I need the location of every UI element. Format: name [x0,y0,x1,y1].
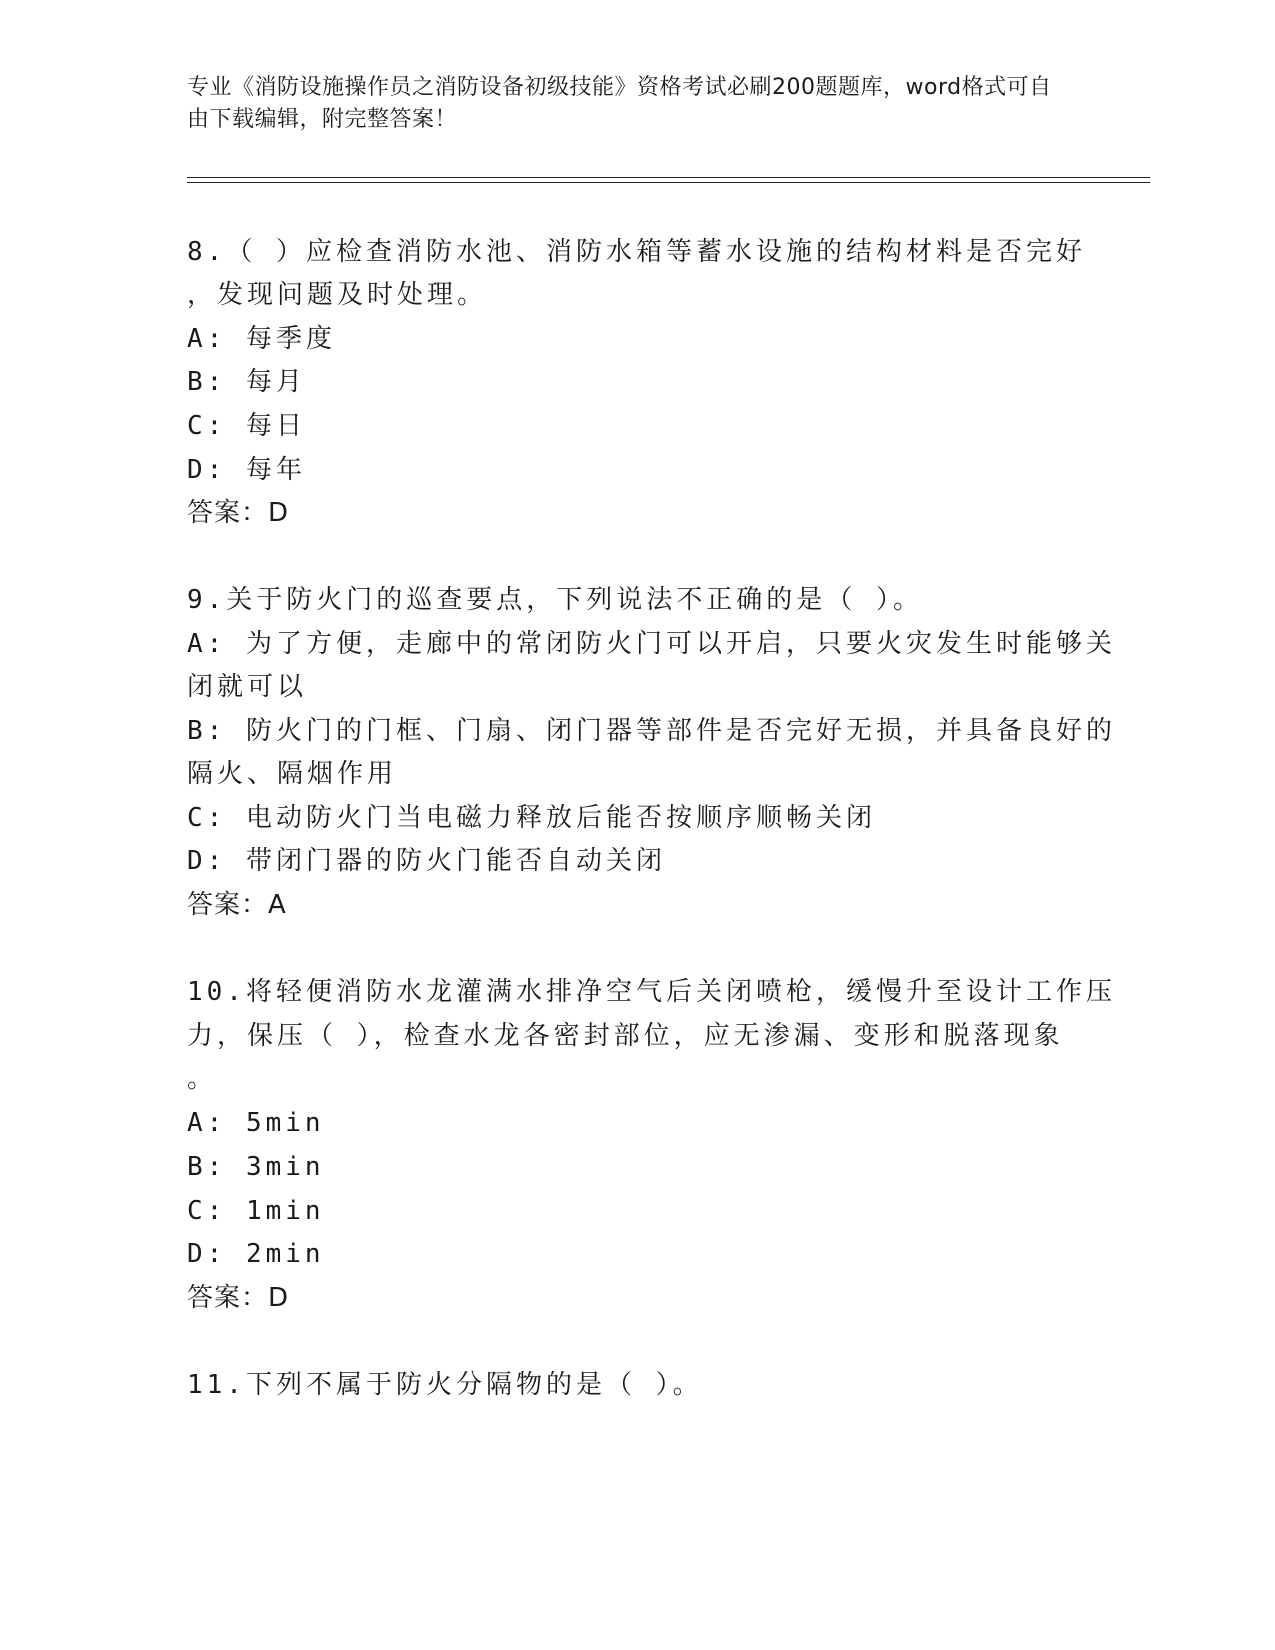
question-8-option-c: C: 每日 [187,411,306,441]
question-10-option-d: D: 2min [187,1239,325,1269]
question-9-stem-line-1: 9.关于防火门的巡查要点，下列说法不正确的是（ ）。 [187,585,923,615]
question-8-stem-line-1: 8.（ ）应检查消防水池、消防水箱等蓄水设施的结构材料是否完好 [187,237,1086,267]
question-9-option-d: D: 带闭门器的防火门能否自动关闭 [187,846,666,876]
question-9-option-a-line-1: A: 为了方便，走廊中的常闭防火门可以开启，只要火灾发生时能够关 [187,629,1116,659]
header-divider-bottom [187,182,1150,183]
question-10-stem-line-2: 力，保压（ ），检查水龙各密封部位，应无渗漏、变形和脱落现象 [187,1021,1064,1051]
question-10-option-a: A: 5min [187,1108,325,1138]
question-10-answer: 答案：D [187,1283,290,1313]
question-8-option-d: D: 每年 [187,455,306,485]
question-9-option-c: C: 电动防火门当电磁力释放后能否按顺序顺畅关闭 [187,803,876,833]
question-8-option-a: A: 每季度 [187,324,336,354]
question-9-answer: 答案：A [187,890,287,920]
question-11-stem-line-1: 11.下列不属于防火分隔物的是（ ）。 [187,1370,703,1400]
header-divider-top [187,177,1150,178]
question-9-option-b-line-1: B: 防火门的门框、门扇、闭门器等部件是否完好无损，并具备良好的 [187,716,1116,746]
question-10-stem-line-1: 10.将轻便消防水龙灌满水排净空气后关闭喷枪，缓慢升至设计工作压 [187,977,1116,1007]
question-8-option-b: B: 每月 [187,367,306,397]
question-9-option-b-line-2: 隔火、隔烟作用 [187,759,398,789]
question-10-option-c: C: 1min [187,1196,325,1226]
question-8-answer: 答案：D [187,498,290,528]
document-header: 专业《消防设施操作员之消防设备初级技能》资格考试必刷200题题库，word格式可自由下载编辑，附完整答案！ [187,75,1052,132]
question-8-stem-line-2: ，发现问题及时处理。 [187,280,488,310]
question-10-option-b: B: 3min [187,1152,325,1182]
question-10-stem-line-3: 。 [187,1064,218,1094]
question-9-option-a-line-2: 闭就可以 [187,672,308,702]
